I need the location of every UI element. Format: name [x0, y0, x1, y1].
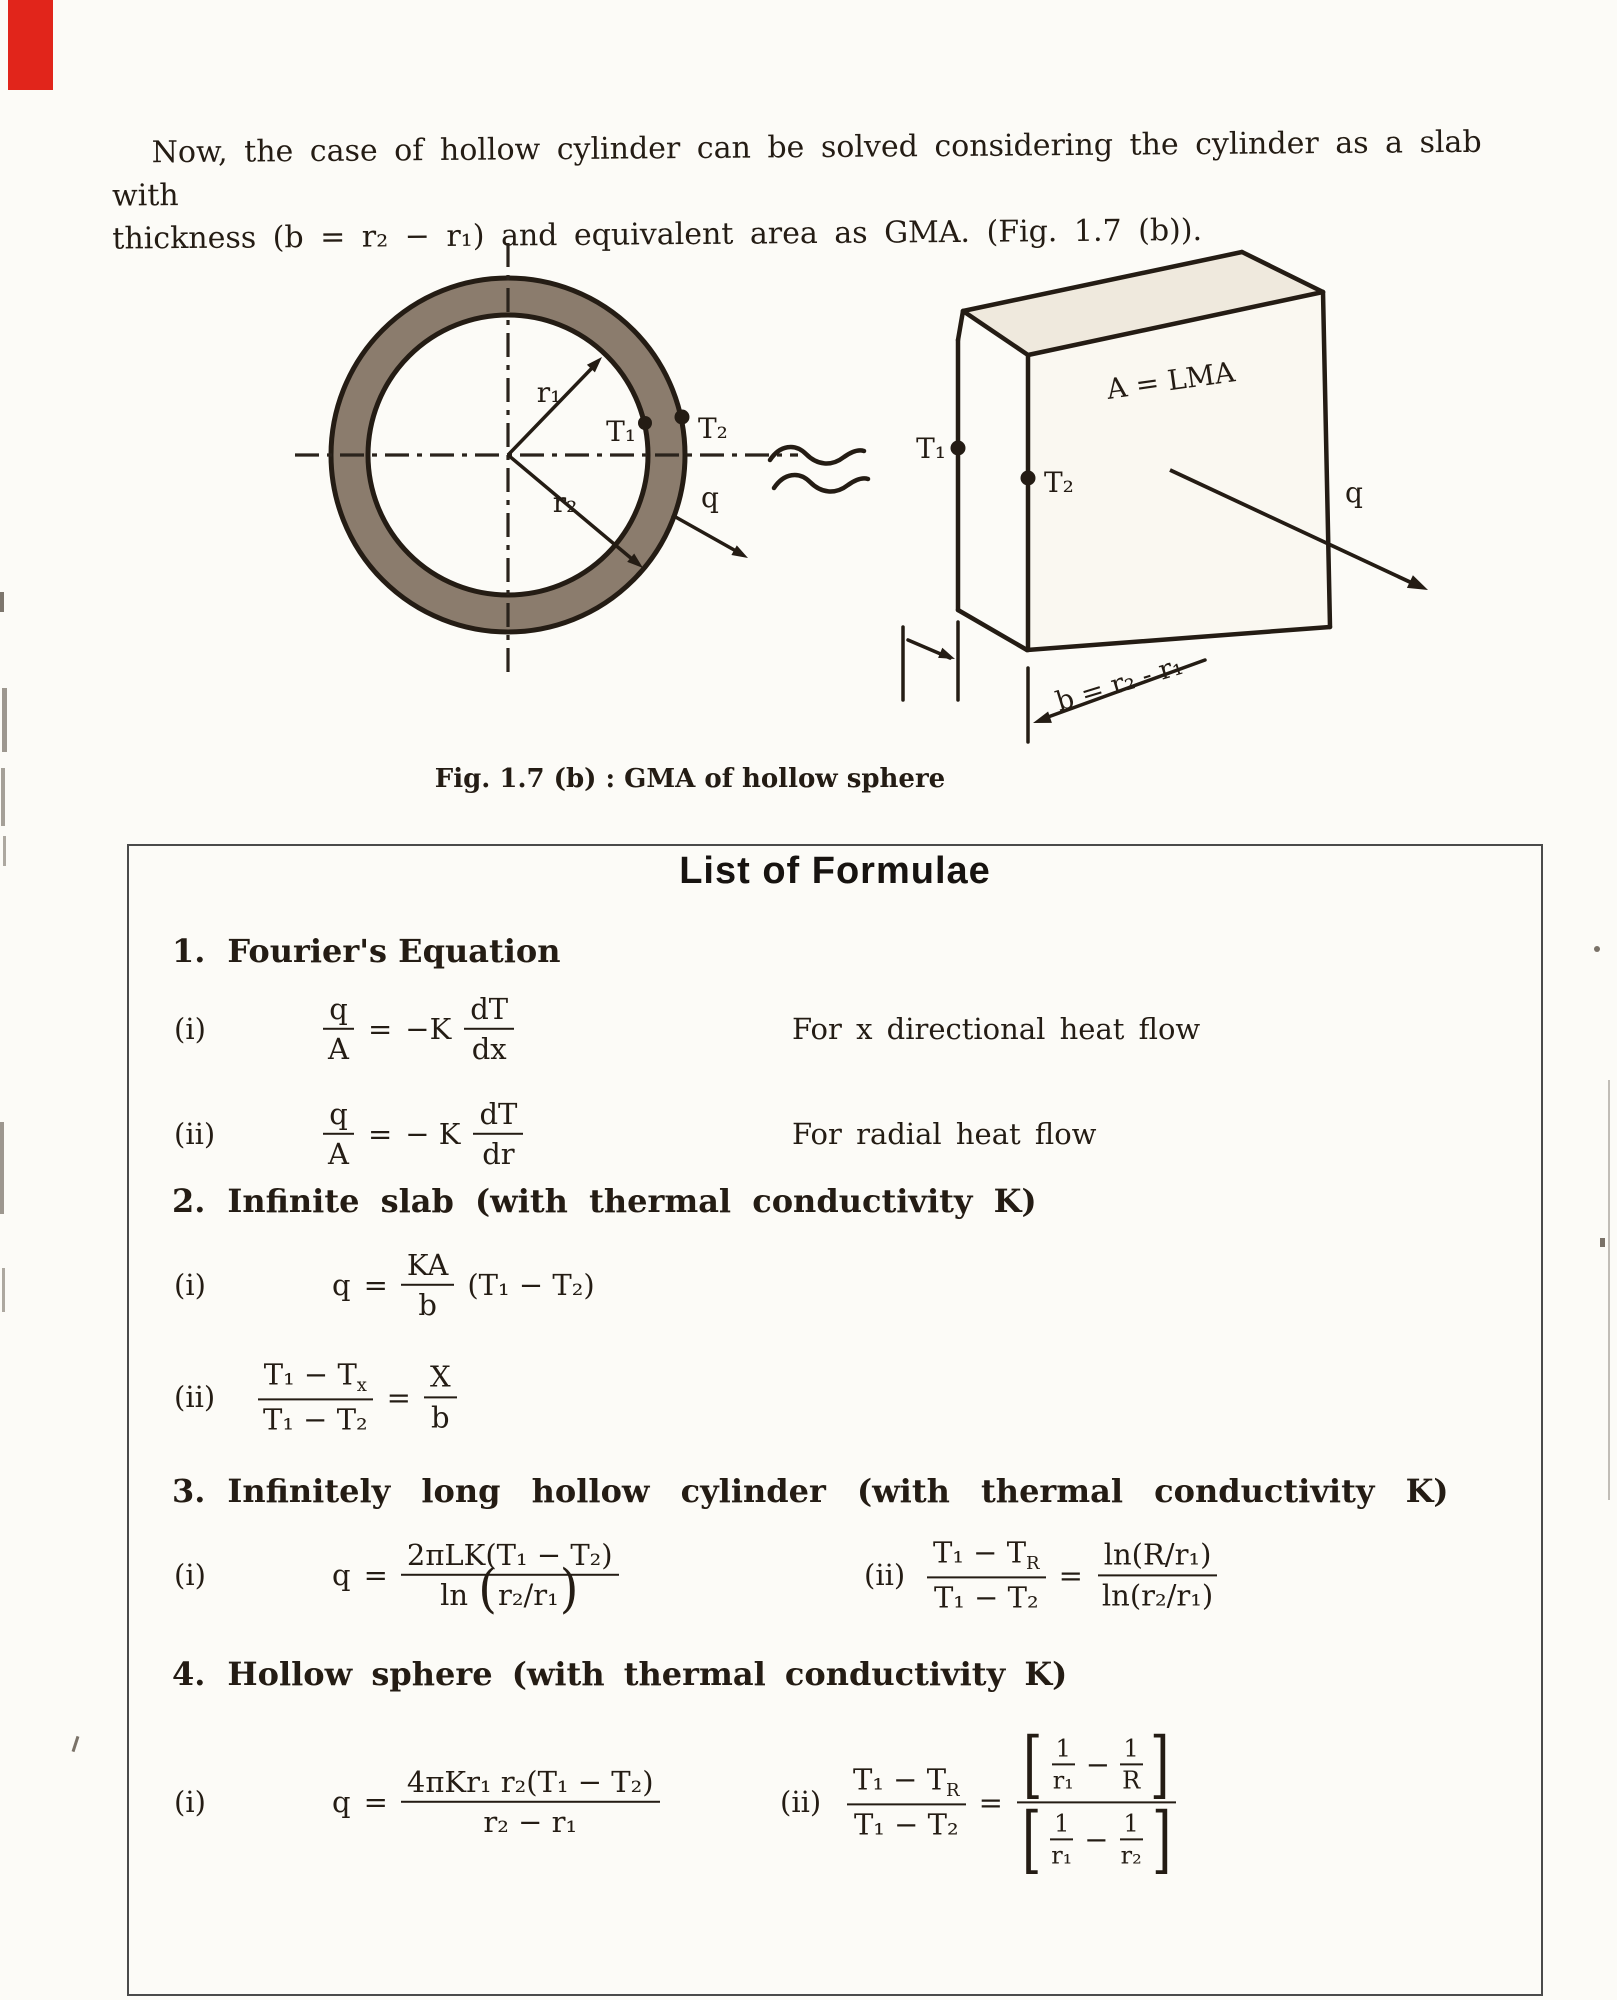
section-number: 4.: [172, 1655, 206, 1693]
slab-t1-dot: [951, 441, 966, 456]
numerator: KA: [401, 1248, 454, 1286]
fraction: [322, 1097, 355, 1171]
paragraph-line-2: thickness (b = r₂ − r₁) and equivalent area as GMA. (Fig. 1.7 (b)).: [112, 213, 1203, 257]
denominator: T₁ − T₂: [853, 1807, 959, 1842]
equals-sign: =: [386, 1379, 411, 1414]
denominator: R: [1122, 1766, 1141, 1795]
lhs: q: [332, 1558, 351, 1592]
denominator: b: [431, 1399, 450, 1434]
t2-marker-dot: [675, 410, 690, 425]
denominator: r₂ − r₁: [483, 1805, 578, 1839]
r1-label: r₁: [536, 376, 562, 409]
numerator: X: [424, 1360, 457, 1398]
fraction: [424, 1360, 457, 1434]
numerator: dT: [473, 1097, 523, 1135]
r2-label: r₂: [552, 486, 578, 519]
bracketed-expression: [ $\frac{1}{\text{r₁}}$ − $\frac{1}{R}$ ]: [1023, 1721, 1170, 1808]
denominator: A: [328, 1032, 349, 1066]
numerator-main: T₁ − T: [933, 1535, 1027, 1570]
fraction: [473, 1097, 523, 1171]
fraction: [401, 1537, 619, 1620]
fraction: [847, 1762, 966, 1841]
scan-edge-mark: [0, 1122, 4, 1214]
numerator-sub: R: [1026, 1553, 1040, 1575]
denominator: T₁ − T₂: [263, 1402, 368, 1437]
item-label: (i): [174, 1268, 206, 1302]
denominator: T₁ − T₂: [933, 1580, 1039, 1615]
q-label: q: [701, 481, 719, 514]
denominator: r₂: [1120, 1841, 1142, 1870]
formula-4ii: [847, 1721, 1177, 1883]
numerator: [847, 1762, 966, 1805]
section-number: 2.: [172, 1182, 206, 1220]
slab-q-label: q: [1345, 476, 1363, 509]
scan-speck: [1600, 1238, 1605, 1247]
formula-3ii: [927, 1535, 1219, 1614]
numerator-main: T₁ − T: [263, 1357, 357, 1392]
list-of-formulae-box: [127, 844, 1543, 1996]
mini-fraction: [1047, 1809, 1076, 1870]
denominator: b: [418, 1288, 437, 1322]
equals-sign: =: [363, 1268, 388, 1302]
numerator: [927, 1535, 1046, 1578]
numerator: [1017, 1721, 1175, 1808]
q-arrowhead: [731, 545, 748, 558]
formula-4i: [332, 1765, 660, 1839]
denominator: r₁: [1051, 1841, 1073, 1870]
minus-sign: −: [1085, 1747, 1111, 1782]
fraction: [1096, 1538, 1219, 1612]
fraction: [401, 1765, 660, 1839]
lhs: q: [332, 1268, 351, 1302]
area-lma-label: A = LMA: [1104, 355, 1237, 406]
item-label: (ii): [780, 1785, 822, 1819]
slab-q-arrowhead: [1407, 575, 1428, 590]
squiggle-top: [770, 447, 864, 463]
formula-3i: [332, 1537, 619, 1620]
numerator: q: [323, 992, 354, 1030]
equals-sign: =: [367, 1117, 393, 1151]
equivalent-slab: [903, 252, 1428, 742]
denominator: r₁: [1052, 1766, 1074, 1795]
item-label: (i): [174, 1785, 206, 1819]
scan-speck: [72, 1736, 80, 1752]
slab-t2-label: T₂: [1044, 466, 1074, 499]
hollow-cylinder-section: [295, 243, 798, 672]
section-title: Infinite slab (with thermal conductivity K): [227, 1182, 1037, 1220]
formula-1ii: [322, 1097, 523, 1171]
formula-2ii: [257, 1357, 457, 1436]
temperature-difference: (T₁ − T₂): [467, 1268, 595, 1302]
equivalence-squiggle: [770, 447, 868, 491]
mini-fraction: [1049, 1734, 1078, 1795]
scan-speck: [1594, 946, 1600, 952]
numerator: ln(R/r₁): [1098, 1538, 1218, 1576]
numerator: 1: [1050, 1809, 1073, 1840]
slab-t2-dot: [1021, 471, 1036, 486]
section-number: 1.: [172, 932, 206, 970]
formula-2i: [332, 1248, 595, 1322]
figure-caption: Fig. 1.7 (b) : GMA of hollow sphere: [434, 764, 946, 794]
bracketed-expression: [ $\frac{1}{\text{r₁}}$ − $\frac{1}{\text{r₂}}$ ]: [1021, 1796, 1172, 1883]
fraction: [257, 1357, 374, 1436]
numerator-sub: x: [356, 1375, 367, 1397]
t2-label: T₂: [698, 412, 728, 445]
section-1-heading: [172, 932, 560, 970]
item-label: (ii): [174, 1117, 216, 1151]
lhs: q: [332, 1785, 351, 1819]
denominator: dx: [471, 1032, 507, 1066]
numerator: dT: [464, 992, 514, 1030]
slab-top-connector: [958, 311, 963, 340]
numerator-sub: R: [946, 1780, 960, 1802]
numerator: q: [323, 1097, 354, 1135]
numerator: [258, 1357, 373, 1400]
mini-fraction: [1118, 1734, 1144, 1795]
fraction: [322, 992, 355, 1066]
numerator: 1: [1120, 1809, 1143, 1840]
ratio: r₂/r₁: [497, 1578, 559, 1612]
denominator: ln (r₂/r₁): [440, 1558, 579, 1620]
scan-edge-mark: [3, 836, 6, 866]
numerator: 1: [1120, 1734, 1143, 1765]
t1-marker-dot: [638, 416, 652, 430]
section-number: 3.: [172, 1472, 206, 1510]
fraction: [401, 1248, 454, 1322]
equals-sign: =: [363, 1558, 388, 1592]
scan-edge-mark: [2, 1268, 5, 1312]
section-3-heading: [172, 1472, 1449, 1510]
item-label: (i): [174, 1012, 206, 1046]
slab-t1-label: T₁: [916, 432, 946, 465]
item-label: (ii): [174, 1380, 216, 1414]
dimension-arrowhead-right: [1033, 712, 1052, 724]
section-title: Hollow sphere (with thermal conductivity K): [227, 1655, 1068, 1693]
section-2-heading: [172, 1182, 1037, 1220]
dimension-arrowhead-left: [938, 648, 955, 659]
fraction: [927, 1535, 1046, 1614]
item-label: (ii): [864, 1558, 906, 1592]
formula-1i-note: For x directional heat flow: [792, 1012, 1201, 1046]
section-4-heading: [172, 1655, 1067, 1693]
equals-sign: =: [978, 1785, 1003, 1819]
thickness-label: b = r₂ - r₁: [1052, 649, 1187, 718]
numerator: 1: [1052, 1734, 1075, 1765]
coefficient: − K: [405, 1117, 461, 1151]
equals-sign: =: [367, 1012, 393, 1046]
item-label: (i): [174, 1558, 206, 1592]
denominator: A: [328, 1137, 349, 1171]
formula-1i: [322, 992, 514, 1066]
equals-sign: =: [1058, 1557, 1083, 1592]
denominator: dr: [482, 1137, 515, 1171]
squiggle-bottom: [774, 475, 868, 491]
minus-sign: −: [1084, 1822, 1109, 1857]
fraction: [464, 992, 514, 1066]
t1-label: T₁: [606, 415, 636, 448]
numerator: 4πKr₁ r₂(T₁ − T₂): [401, 1765, 660, 1803]
denominator: [1016, 1796, 1177, 1883]
big-fraction: [1016, 1721, 1177, 1883]
q-heat-arrow: [672, 515, 736, 551]
formulae-title: List of Formulae: [679, 850, 991, 892]
mini-fraction: [1117, 1809, 1146, 1870]
figure-gma-diagram: [0, 0, 1617, 840]
equals-sign: =: [363, 1785, 388, 1819]
formula-1ii-note: For radial heat flow: [792, 1117, 1097, 1151]
ln-function: ln: [440, 1578, 469, 1612]
denominator: ln(r₂/r₁): [1101, 1577, 1214, 1612]
section-title: Fourier's Equation: [227, 932, 561, 970]
paragraph-line-1: Now, the case of hollow cylinder can be solved considering the cylinder as a slab with: [111, 124, 1482, 214]
numerator: 2πLK(T₁ − T₂): [401, 1538, 619, 1576]
slab-side-face: [958, 340, 1028, 650]
coefficient: −K: [405, 1012, 452, 1046]
scan-edge-line: [1608, 1080, 1610, 1500]
numerator-main: T₁ − T: [853, 1762, 947, 1797]
section-title: Infinitely long hollow cylinder (with thermal conductivity K): [227, 1472, 1449, 1510]
